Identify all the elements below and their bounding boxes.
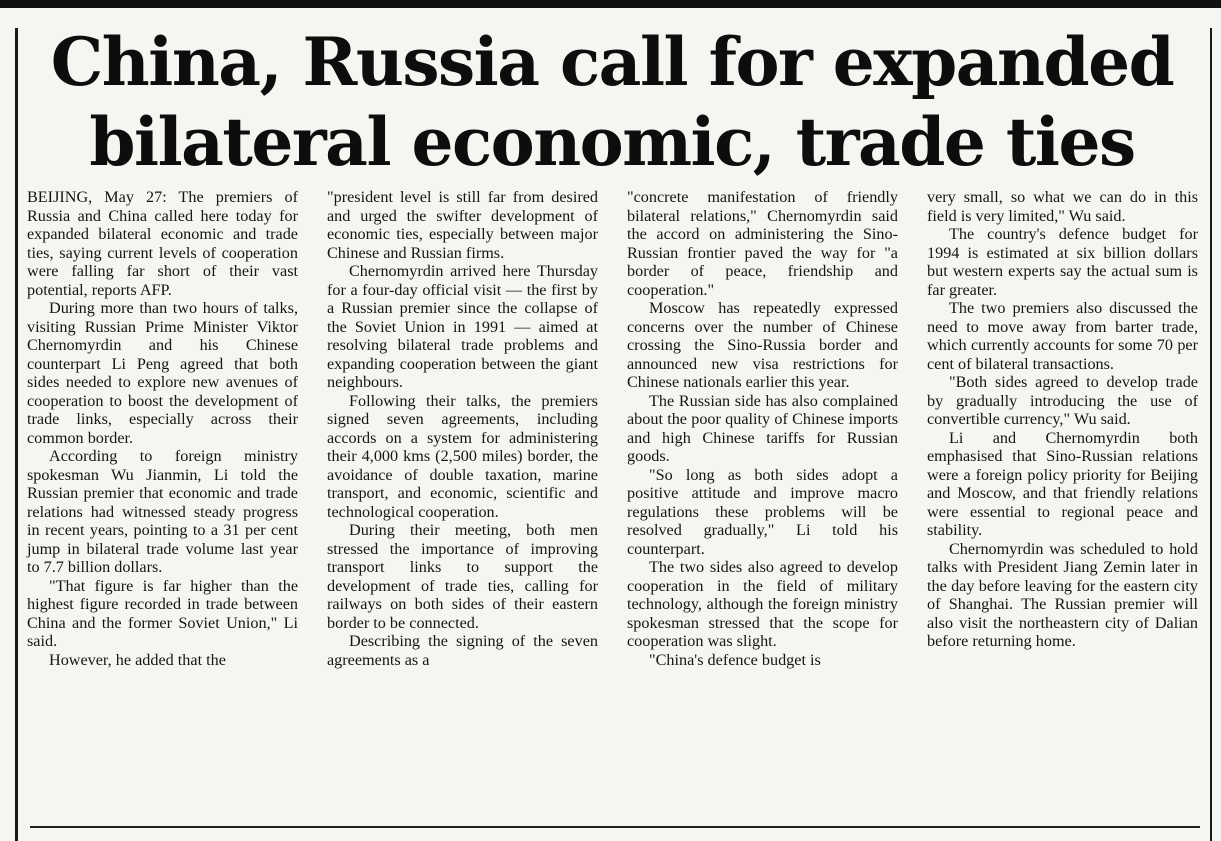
body-paragraph: "So long as both sides adopt a positive attitude and improve macro regulations these problems will be resolved gradually," Li told his counterpart. bbox=[627, 465, 898, 558]
article-column-1 bbox=[27, 188, 298, 669]
right-column-rule bbox=[1210, 28, 1212, 841]
headline-line-2: bilateral economic, trade ties bbox=[89, 103, 1135, 181]
top-border bbox=[0, 0, 1221, 8]
continued-paragraph: "concrete manifestation of friendly bilateral relations," Chernomyrdin said the accord on administering the Sino-Russian frontier paved the way for "a border of peace, friendship and cooperation." bbox=[627, 188, 898, 299]
body-paragraph: "That figure is far higher than the highest figure recorded in trade between China and the former Soviet Union," Li said. bbox=[27, 576, 298, 650]
body-paragraph: Describing the signing of the seven agreements as a bbox=[327, 632, 598, 669]
body-paragraph: Following their talks, the premiers signed seven agreements, including accords on a system for administering their 4,000 kms (2,500 miles) border, the avoidance of double taxation, marine transport, and economic, scientific and technological cooperation. bbox=[327, 391, 598, 521]
body-paragraph: Li and Chernomyrdin both emphasised that Sino-Russian relations were a foreign policy priority for Beijing and Moscow, and that friendly relations were essential to regional peace and stability. bbox=[927, 428, 1198, 539]
article-column-3 bbox=[627, 188, 898, 669]
body-paragraph: Moscow has repeatedly expressed concerns over the number of Chinese crossing the Sino-Russia border and announced new visa restrictions for Chinese nationals earlier this year. bbox=[627, 299, 898, 391]
body-paragraph: During more than two hours of talks, visiting Russian Prime Minister Viktor Chernomyrdin and his Chinese counterpart Li Peng agreed that both sides needed to explore new avenues of cooperation to boost the development of trade links, especially across their common border. bbox=[27, 299, 298, 447]
article-column-2 bbox=[327, 188, 598, 669]
body-paragraph: The Russian side has also complained about the poor quality of Chinese imports and high Chinese tariffs for Russian goods. bbox=[627, 391, 898, 465]
headline-line-1: China, Russia call for expanded bbox=[50, 23, 1174, 101]
bottom-rule bbox=[30, 826, 1200, 828]
continued-paragraph: "president level is still far from desired and urged the swifter development of economic ties, especially between major Chinese and Russian firms. bbox=[327, 188, 598, 262]
dateline-paragraph: BEIJING, May 27: The premiers of Russia and China called here today for expanded bilateral economic and trade ties, saying current levels of cooperation were falling far short of their vast potential, reports AFP. bbox=[27, 188, 298, 299]
headline bbox=[24, 22, 1200, 182]
article-column-4 bbox=[927, 188, 1198, 651]
body-paragraph: Chernomyrdin was scheduled to hold talks with President Jiang Zemin later in the day before leaving for the eastern city of Shanghai. The Russian premier will also visit the northeastern city of Dalian before returning home. bbox=[927, 539, 1198, 650]
left-column-rule bbox=[15, 28, 18, 841]
body-paragraph: Chernomyrdin arrived here Thursday for a four-day official visit — the first by a Russian premier since the collapse of the Soviet Union in 1991 — aimed at resolving bilateral trade problems and expanding cooperation between the giant neighbours. bbox=[327, 262, 598, 391]
body-paragraph: "China's defence budget is bbox=[649, 650, 821, 669]
body-paragraph: The country's defence budget for 1994 is estimated at six billion dollars but western experts say the actual sum is far greater. bbox=[927, 225, 1198, 299]
body-paragraph: "Both sides agreed to develop trade by gradually introducing the use of convertible currency," Wu said. bbox=[927, 373, 1198, 428]
body-paragraph: However, he added that the bbox=[49, 650, 226, 669]
body-paragraph: During their meeting, both men stressed the importance of improving transport links to support the development of trade ties, calling for railways on both sides of their eastern border to be connected. bbox=[327, 521, 598, 632]
body-paragraph: The two premiers also discussed the need to move away from barter trade, which currently accounts for some 70 per cent of bilateral transactions. bbox=[927, 299, 1198, 373]
continued-paragraph: very small, so what we can do in this field is very limited," Wu said. bbox=[927, 188, 1198, 225]
body-paragraph: According to foreign ministry spokesman Wu Jianmin, Li told the Russian premier that economic and trade relations had witnessed steady progress in recent years, pointing to a 31 per cent jump in bilateral trade volume last year to 7.7 billion dollars. bbox=[27, 447, 298, 576]
body-paragraph: The two sides also agreed to develop cooperation in the field of military technology, although the foreign ministry spokesman stressed that the scope for cooperation was slight. bbox=[627, 558, 898, 650]
